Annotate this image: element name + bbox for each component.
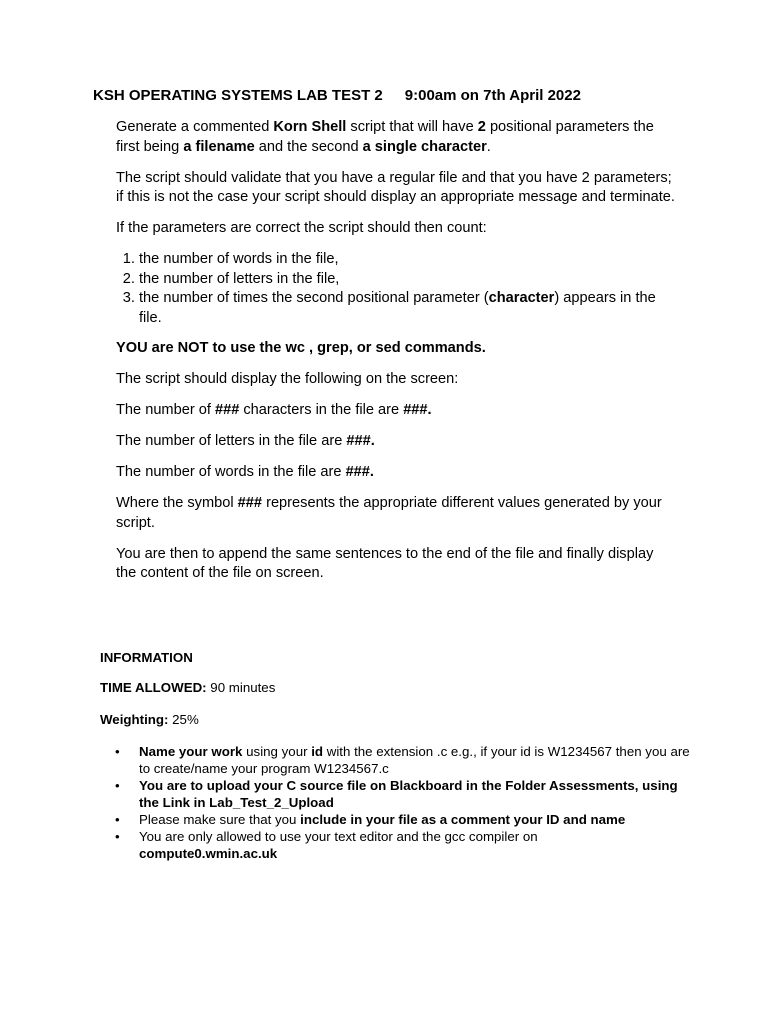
information-list-item xyxy=(115,828,700,862)
validation-paragraph: The script should validate that you have a regular file and that you have 2 parameters; if this is not the case your script should display an appropriate message and terminate. xyxy=(116,169,675,205)
information-heading: INFORMATION xyxy=(100,650,193,665)
intro-text: Generate a commented xyxy=(116,119,274,135)
intro-bold-filename: a filename xyxy=(183,138,255,155)
count-list-item: 1. the number of words in the file, xyxy=(139,250,676,270)
info-text: using your xyxy=(242,744,312,759)
output-line-characters xyxy=(116,401,676,421)
time-allowed-value: 90 minutes xyxy=(206,680,276,695)
intro-text: . xyxy=(486,138,491,155)
bullet-icon: • xyxy=(115,812,120,827)
output-text: The number of letters in the file are xyxy=(116,433,347,449)
output-line-letters xyxy=(116,432,676,452)
output-placeholder: ###. xyxy=(345,464,374,480)
display-intro-paragraph: The script should display the following on the screen: xyxy=(116,371,459,387)
bullet-icon: • xyxy=(115,778,120,793)
info-text: You are only allowed to use your text editor and the gcc compiler on xyxy=(139,829,538,844)
time-allowed xyxy=(100,679,700,696)
bullet-icon: • xyxy=(115,744,120,759)
output-text: The number of words in the file are xyxy=(116,464,346,480)
information-list xyxy=(100,743,700,862)
count-list xyxy=(116,250,676,328)
count-list-item xyxy=(139,289,676,328)
append-note-paragraph: You are then to append the same sentences to the end of the file and finally display the content of the file on screen. xyxy=(116,545,654,581)
info-bold-text: include in your file as a comment your ID and name xyxy=(300,812,626,827)
output-placeholder: ###. xyxy=(346,433,375,449)
information-section xyxy=(100,649,700,862)
intro-text: and the second xyxy=(254,138,363,155)
output-text: characters in the file are xyxy=(239,402,404,418)
intro-text: positional parameters the first being xyxy=(116,119,654,155)
weighting-value: 25% xyxy=(168,712,199,727)
instructions-body xyxy=(116,118,676,595)
output-text: The number of xyxy=(116,402,215,418)
intro-paragraph xyxy=(116,118,676,157)
intro-bold-shell: Korn Shell xyxy=(273,119,347,135)
count-list-item: 2. the number of letters in the file, xyxy=(139,270,676,290)
output-line-words xyxy=(116,463,676,483)
count-intro-paragraph: If the parameters are correct the script should then count: xyxy=(116,220,487,236)
info-text: Please make sure that you xyxy=(139,812,301,827)
weighting xyxy=(100,711,700,728)
weighting-label: Weighting: xyxy=(100,712,169,727)
information-list-item xyxy=(115,777,700,811)
info-bold-text: Name your work xyxy=(139,744,243,759)
info-bold-text: compute0.wmin.ac.uk xyxy=(139,846,278,861)
info-text: with the extension .c e.g., if your id is W1234567 then you are to create/name your program W1234567.c xyxy=(139,744,690,776)
symbol-note-bold: ### xyxy=(237,495,263,511)
warning-paragraph: YOU are NOT to use the wc , grep, or sed commands. xyxy=(116,340,486,356)
output-placeholder: ###. xyxy=(403,402,432,418)
symbol-note-paragraph xyxy=(116,494,676,533)
symbol-note-text: represents the appropriate different values generated by your script. xyxy=(116,495,662,531)
intro-bold-count: 2 xyxy=(477,119,486,135)
title-datetime: 9:00am on 7th April 2022 xyxy=(404,87,581,104)
output-placeholder: ### xyxy=(214,402,240,418)
info-bold-text: You are to upload your C source file on Blackboard in the Folder Assessments, using the Link in Lab_Test_2_Upload xyxy=(139,778,678,810)
count-item-bold: character xyxy=(488,290,555,306)
symbol-note-text: Where the symbol xyxy=(116,495,238,511)
intro-text: script that will have xyxy=(346,119,478,135)
title-text: KSH OPERATING SYSTEMS LAB TEST 2 xyxy=(93,87,383,104)
information-list-item xyxy=(115,811,700,828)
info-bold-text: id xyxy=(311,744,324,759)
information-list-item xyxy=(115,743,700,777)
intro-bold-character: a single character xyxy=(362,138,487,155)
bullet-icon: • xyxy=(115,829,120,844)
page-title xyxy=(93,87,581,105)
count-item-text: the number of times the second positional parameter ( xyxy=(139,290,489,306)
count-item-text: ) appears in the file. xyxy=(139,290,656,326)
time-allowed-label: TIME ALLOWED: xyxy=(100,680,207,695)
